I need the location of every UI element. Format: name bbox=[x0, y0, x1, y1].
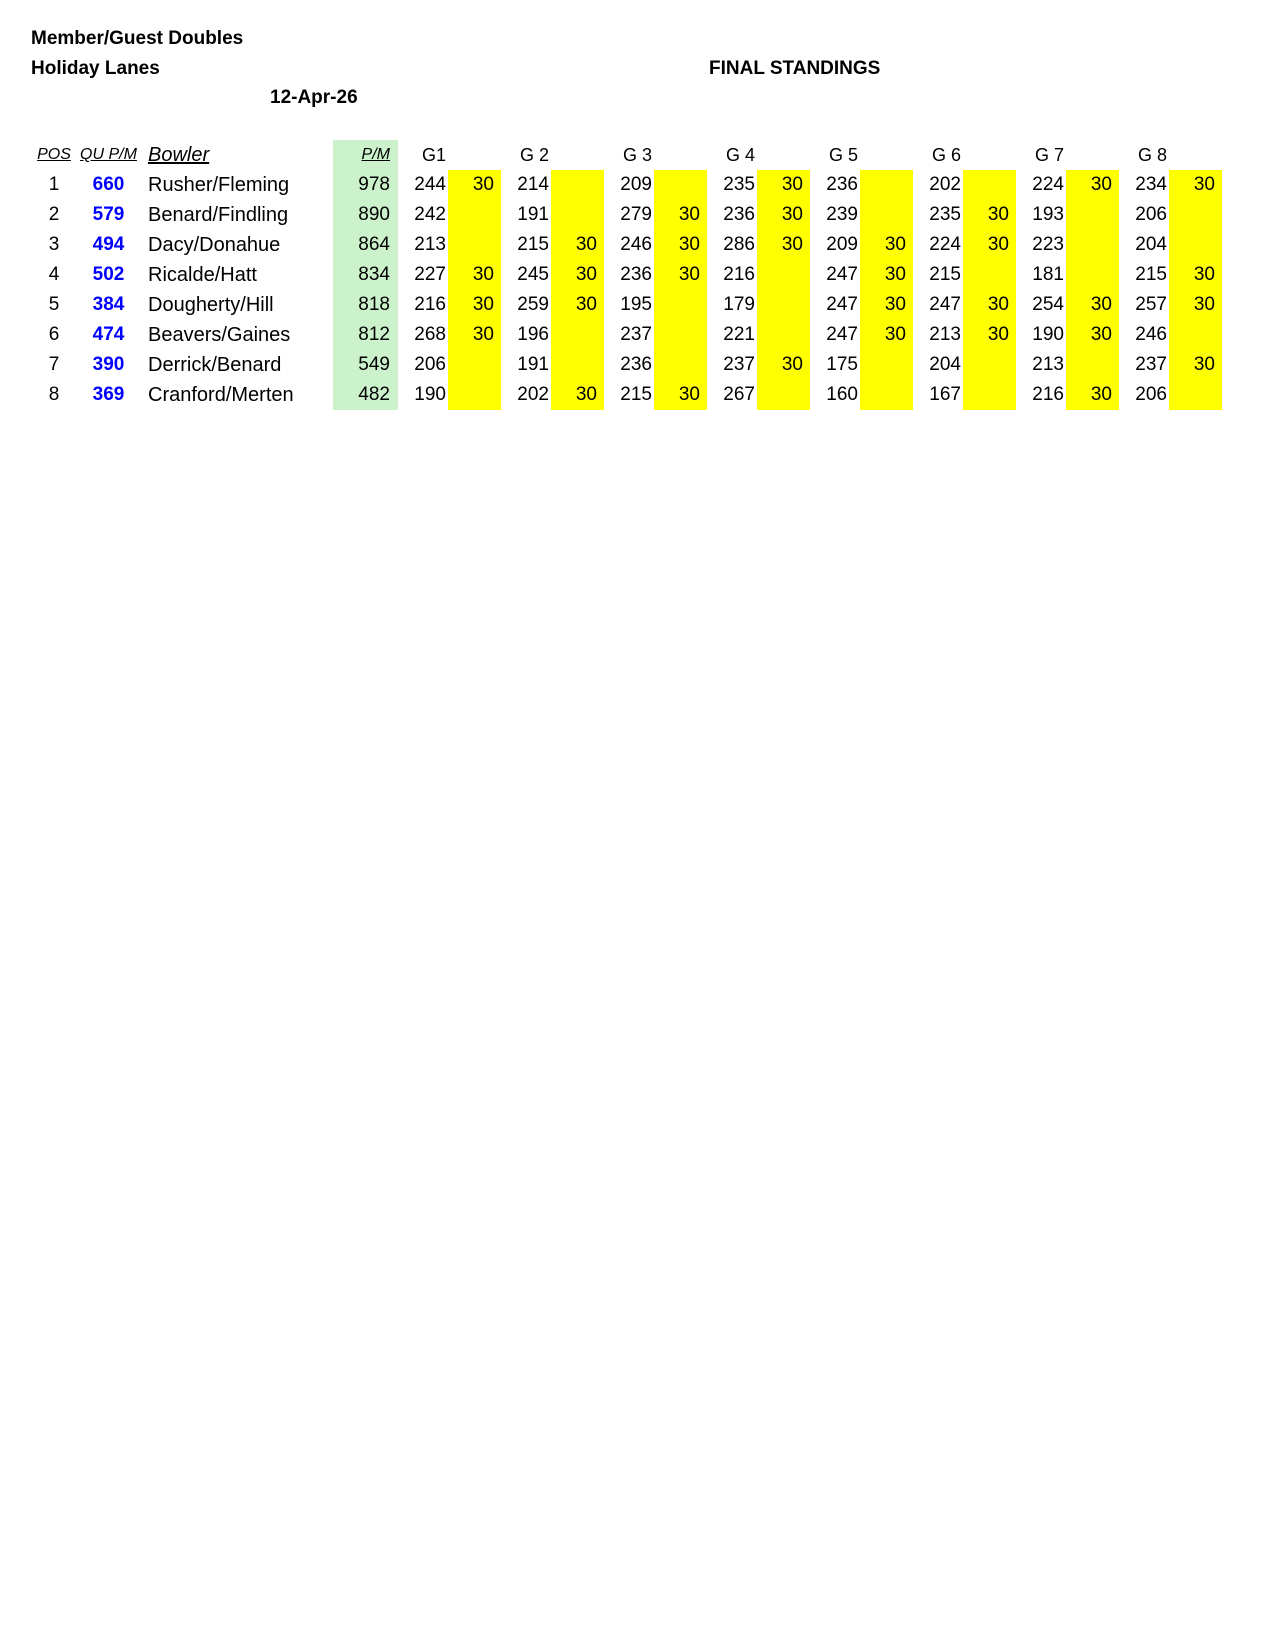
qu-pm-value: 390 bbox=[92, 354, 125, 375]
row-game-5-score: 175 bbox=[826, 354, 858, 375]
row-game-8-bonus bbox=[1169, 230, 1222, 260]
row-position: 4 bbox=[48, 264, 60, 285]
column-header-g3: G 3 bbox=[622, 145, 652, 165]
qu-pm-value: 494 bbox=[92, 234, 125, 255]
row-game-3-score: 236 bbox=[620, 354, 652, 375]
row-qualifying-pm bbox=[77, 350, 140, 380]
row-game-3-bonus bbox=[654, 350, 707, 380]
row-game-3-score: 246 bbox=[620, 234, 652, 255]
row-game-3-bonus bbox=[654, 320, 707, 350]
row-game-5-bonus: 30 bbox=[860, 290, 913, 320]
row-game-4-score: 221 bbox=[723, 324, 755, 345]
row-game-7-bonus: 30 bbox=[1066, 320, 1119, 350]
venue-name: Holiday Lanes bbox=[31, 58, 160, 79]
row-total-pm: 978 bbox=[333, 170, 398, 200]
row-game-2-score: 245 bbox=[517, 264, 549, 285]
row-game-4-bonus: 30 bbox=[757, 200, 810, 230]
row-game-6-score: 215 bbox=[929, 264, 961, 285]
row-game-5-bonus bbox=[860, 380, 913, 410]
table-row bbox=[31, 380, 1222, 410]
row-game-7-bonus bbox=[1066, 200, 1119, 230]
row-bowler-name: Benard/Findling bbox=[148, 204, 289, 226]
row-qualifying-pm bbox=[77, 290, 140, 320]
column-header-bonus-4 bbox=[757, 140, 810, 170]
event-date: 12-Apr-26 bbox=[270, 87, 358, 108]
qu-pm-value: 502 bbox=[92, 264, 125, 285]
row-total-pm: 818 bbox=[333, 290, 398, 320]
row-game-4-bonus bbox=[757, 290, 810, 320]
row-total-pm: 812 bbox=[333, 320, 398, 350]
row-qualifying-pm bbox=[77, 170, 140, 200]
row-game-7-bonus: 30 bbox=[1066, 380, 1119, 410]
row-game-2-bonus bbox=[551, 350, 604, 380]
row-game-4-bonus: 30 bbox=[757, 170, 810, 200]
row-game-2-bonus: 30 bbox=[551, 230, 604, 260]
row-game-1-score: 244 bbox=[414, 174, 446, 195]
column-header-g6: G 6 bbox=[931, 145, 961, 165]
row-qualifying-pm bbox=[77, 200, 140, 230]
row-game-2-score: 214 bbox=[517, 174, 549, 195]
row-game-8-score: 215 bbox=[1135, 264, 1167, 285]
row-game-4-bonus bbox=[757, 260, 810, 290]
row-game-4-score: 236 bbox=[723, 204, 755, 225]
standings-table bbox=[31, 140, 1222, 410]
row-game-2-bonus bbox=[551, 320, 604, 350]
column-header-pm: P/M bbox=[333, 140, 398, 170]
row-total-pm: 549 bbox=[333, 350, 398, 380]
row-game-4-bonus bbox=[757, 380, 810, 410]
row-game-6-score: 224 bbox=[929, 234, 961, 255]
row-game-7-bonus bbox=[1066, 350, 1119, 380]
row-game-6-score: 204 bbox=[929, 354, 961, 375]
row-game-1-score: 190 bbox=[414, 384, 446, 405]
row-game-8-bonus: 30 bbox=[1169, 290, 1222, 320]
row-game-8-bonus: 30 bbox=[1169, 260, 1222, 290]
row-position: 5 bbox=[48, 294, 60, 315]
row-game-4-score: 179 bbox=[723, 294, 755, 315]
table-row bbox=[31, 230, 1222, 260]
row-game-1-bonus bbox=[448, 380, 501, 410]
row-bowler-name: Beavers/Gaines bbox=[148, 324, 291, 346]
table-row bbox=[31, 320, 1222, 350]
row-game-2-score: 215 bbox=[517, 234, 549, 255]
column-header-qu-pm: QU P/M bbox=[80, 146, 137, 163]
row-total-pm: 834 bbox=[333, 260, 398, 290]
row-game-7-score: 223 bbox=[1032, 234, 1064, 255]
row-game-6-bonus bbox=[963, 350, 1016, 380]
table-row bbox=[31, 350, 1222, 380]
page-title: Member/Guest Doubles bbox=[31, 28, 244, 49]
column-header-bonus-6 bbox=[963, 140, 1016, 170]
row-position: 2 bbox=[48, 204, 60, 225]
column-header-g8: G 8 bbox=[1137, 145, 1167, 165]
row-game-8-score: 204 bbox=[1135, 234, 1167, 255]
row-qualifying-pm bbox=[77, 380, 140, 410]
standings-label: FINAL STANDINGS bbox=[709, 58, 881, 79]
row-game-5-score: 239 bbox=[826, 204, 858, 225]
row-bowler-name: Dacy/Donahue bbox=[148, 234, 281, 256]
row-qualifying-pm bbox=[77, 230, 140, 260]
row-game-6-bonus: 30 bbox=[963, 290, 1016, 320]
row-game-6-bonus: 30 bbox=[963, 230, 1016, 260]
row-game-4-score: 235 bbox=[723, 174, 755, 195]
row-game-7-bonus: 30 bbox=[1066, 170, 1119, 200]
row-game-5-score: 247 bbox=[826, 264, 858, 285]
row-game-8-bonus: 30 bbox=[1169, 170, 1222, 200]
row-game-8-score: 246 bbox=[1135, 324, 1167, 345]
row-game-6-bonus: 30 bbox=[963, 200, 1016, 230]
row-game-6-bonus bbox=[963, 170, 1016, 200]
row-game-5-bonus: 30 bbox=[860, 320, 913, 350]
table-body bbox=[31, 170, 1222, 410]
row-game-8-bonus: 30 bbox=[1169, 350, 1222, 380]
row-game-7-score: 254 bbox=[1032, 294, 1064, 315]
row-game-5-score: 236 bbox=[826, 174, 858, 195]
column-header-bonus-7 bbox=[1066, 140, 1119, 170]
row-position: 3 bbox=[48, 234, 60, 255]
row-game-5-score: 247 bbox=[826, 324, 858, 345]
row-game-7-score: 213 bbox=[1032, 354, 1064, 375]
row-game-2-bonus bbox=[551, 200, 604, 230]
row-game-7-bonus bbox=[1066, 230, 1119, 260]
column-header-pos: POS bbox=[37, 146, 71, 163]
row-game-1-score: 242 bbox=[414, 204, 446, 225]
row-game-6-bonus: 30 bbox=[963, 320, 1016, 350]
row-game-3-score: 236 bbox=[620, 264, 652, 285]
row-game-6-score: 213 bbox=[929, 324, 961, 345]
row-game-8-score: 206 bbox=[1135, 204, 1167, 225]
row-game-4-bonus: 30 bbox=[757, 350, 810, 380]
row-game-3-bonus bbox=[654, 290, 707, 320]
row-game-3-bonus: 30 bbox=[654, 200, 707, 230]
row-game-6-bonus bbox=[963, 380, 1016, 410]
row-game-4-bonus: 30 bbox=[757, 230, 810, 260]
qu-pm-value: 369 bbox=[92, 384, 125, 405]
row-game-6-score: 202 bbox=[929, 174, 961, 195]
row-game-2-score: 191 bbox=[517, 204, 549, 225]
table-row bbox=[31, 200, 1222, 230]
column-header-bonus-2 bbox=[551, 140, 604, 170]
row-qualifying-pm bbox=[77, 320, 140, 350]
row-position: 1 bbox=[48, 174, 60, 195]
row-game-1-score: 213 bbox=[414, 234, 446, 255]
row-game-3-bonus: 30 bbox=[654, 260, 707, 290]
row-bowler-name: Ricalde/Hatt bbox=[148, 264, 257, 286]
column-header-bonus-5 bbox=[860, 140, 913, 170]
column-header-g1: G1 bbox=[421, 145, 446, 165]
column-header-g4: G 4 bbox=[725, 145, 755, 165]
column-header-g2: G 2 bbox=[519, 145, 549, 165]
row-position: 6 bbox=[48, 324, 60, 345]
row-game-2-bonus: 30 bbox=[551, 260, 604, 290]
row-game-4-score: 286 bbox=[723, 234, 755, 255]
table-row bbox=[31, 170, 1222, 200]
row-game-1-bonus: 30 bbox=[448, 260, 501, 290]
row-total-pm: 482 bbox=[333, 380, 398, 410]
row-game-1-bonus bbox=[448, 350, 501, 380]
row-game-7-score: 181 bbox=[1032, 264, 1064, 285]
table-row bbox=[31, 260, 1222, 290]
row-game-1-score: 268 bbox=[414, 324, 446, 345]
row-bowler-name: Cranford/Merten bbox=[148, 384, 294, 406]
row-total-pm: 864 bbox=[333, 230, 398, 260]
row-game-3-bonus: 30 bbox=[654, 230, 707, 260]
row-bowler-name: Rusher/Fleming bbox=[148, 174, 290, 196]
row-qualifying-pm bbox=[77, 260, 140, 290]
row-game-8-bonus bbox=[1169, 380, 1222, 410]
qu-pm-value: 660 bbox=[92, 174, 125, 195]
row-game-4-score: 216 bbox=[723, 264, 755, 285]
row-game-3-bonus: 30 bbox=[654, 380, 707, 410]
row-game-2-score: 191 bbox=[517, 354, 549, 375]
qu-pm-value: 579 bbox=[92, 204, 125, 225]
row-position: 7 bbox=[48, 354, 60, 375]
row-game-2-score: 259 bbox=[517, 294, 549, 315]
row-game-8-bonus bbox=[1169, 320, 1222, 350]
table-header-row bbox=[31, 140, 1222, 170]
row-game-4-score: 267 bbox=[723, 384, 755, 405]
row-game-2-bonus bbox=[551, 170, 604, 200]
row-game-8-score: 234 bbox=[1135, 174, 1167, 195]
row-game-3-score: 195 bbox=[620, 294, 652, 315]
row-game-6-score: 167 bbox=[929, 384, 961, 405]
row-game-4-score: 237 bbox=[723, 354, 755, 375]
row-game-5-bonus: 30 bbox=[860, 260, 913, 290]
row-game-5-bonus: 30 bbox=[860, 230, 913, 260]
row-game-1-score: 227 bbox=[414, 264, 446, 285]
row-game-4-bonus bbox=[757, 320, 810, 350]
row-position: 8 bbox=[48, 384, 60, 405]
row-game-1-bonus bbox=[448, 200, 501, 230]
row-game-2-score: 202 bbox=[517, 384, 549, 405]
row-game-7-score: 216 bbox=[1032, 384, 1064, 405]
row-game-3-bonus bbox=[654, 170, 707, 200]
column-header-bonus-1 bbox=[448, 140, 501, 170]
row-game-3-score: 279 bbox=[620, 204, 652, 225]
row-game-8-bonus bbox=[1169, 200, 1222, 230]
table-row bbox=[31, 290, 1222, 320]
row-game-2-bonus: 30 bbox=[551, 290, 604, 320]
row-game-1-score: 206 bbox=[414, 354, 446, 375]
row-game-8-score: 237 bbox=[1135, 354, 1167, 375]
row-game-6-bonus bbox=[963, 260, 1016, 290]
row-game-7-bonus: 30 bbox=[1066, 290, 1119, 320]
column-header-g7: G 7 bbox=[1034, 145, 1064, 165]
row-game-2-score: 196 bbox=[517, 324, 549, 345]
row-game-5-bonus bbox=[860, 350, 913, 380]
row-game-7-score: 193 bbox=[1032, 204, 1064, 225]
row-game-3-score: 209 bbox=[620, 174, 652, 195]
row-game-5-score: 247 bbox=[826, 294, 858, 315]
row-total-pm: 890 bbox=[333, 200, 398, 230]
row-game-5-bonus bbox=[860, 170, 913, 200]
row-game-1-bonus: 30 bbox=[448, 320, 501, 350]
row-game-7-score: 224 bbox=[1032, 174, 1064, 195]
row-game-1-score: 216 bbox=[414, 294, 446, 315]
column-header-g5: G 5 bbox=[828, 145, 858, 165]
row-game-6-score: 247 bbox=[929, 294, 961, 315]
row-game-8-score: 257 bbox=[1135, 294, 1167, 315]
row-bowler-name: Dougherty/Hill bbox=[148, 294, 274, 316]
row-game-3-score: 215 bbox=[620, 384, 652, 405]
column-header-bonus-3 bbox=[654, 140, 707, 170]
row-game-7-score: 190 bbox=[1032, 324, 1064, 345]
row-game-6-score: 235 bbox=[929, 204, 961, 225]
row-game-7-bonus bbox=[1066, 260, 1119, 290]
row-game-1-bonus: 30 bbox=[448, 170, 501, 200]
row-game-5-bonus bbox=[860, 200, 913, 230]
row-game-5-score: 160 bbox=[826, 384, 858, 405]
row-game-2-bonus: 30 bbox=[551, 380, 604, 410]
qu-pm-value: 474 bbox=[92, 324, 125, 345]
row-game-5-score: 209 bbox=[826, 234, 858, 255]
row-game-1-bonus: 30 bbox=[448, 290, 501, 320]
column-header-bonus-8 bbox=[1169, 140, 1222, 170]
row-game-1-bonus bbox=[448, 230, 501, 260]
row-game-8-score: 206 bbox=[1135, 384, 1167, 405]
row-game-3-score: 237 bbox=[620, 324, 652, 345]
column-header-bowler: Bowler bbox=[148, 144, 210, 166]
qu-pm-value: 384 bbox=[92, 294, 125, 315]
row-bowler-name: Derrick/Benard bbox=[148, 354, 282, 376]
